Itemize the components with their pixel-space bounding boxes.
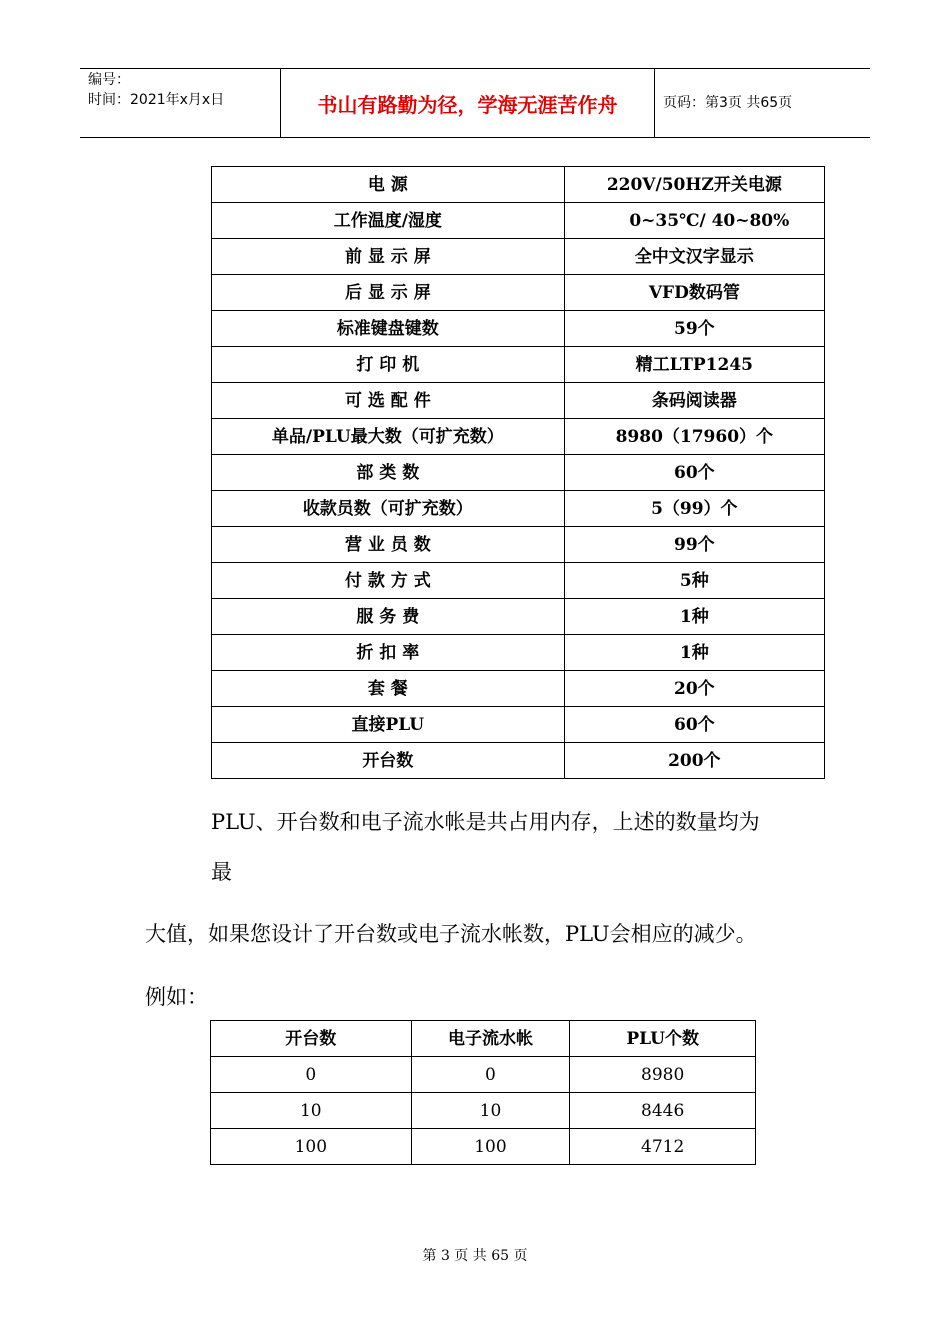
spec-value: 20个 [564,671,824,707]
table-cell: 0 [211,1057,412,1093]
spec-row [212,167,825,203]
table-cell: 10 [411,1093,570,1129]
spec-row [212,419,825,455]
header-page-cell [655,69,870,137]
spec-label: 服 务 费 [212,599,565,635]
serial-number: 编号： [88,72,130,88]
spec-value: 1种 [564,599,824,635]
spec-row [212,527,825,563]
spec-row [212,455,825,491]
table-cell: 0 [411,1057,570,1093]
spec-row [212,203,825,239]
spec-row [212,599,825,635]
spec-row [212,563,825,599]
example-table [210,1020,756,1165]
table-row [211,1057,756,1093]
column-header: PLU个数 [570,1021,756,1057]
spec-value: 200个 [564,743,824,779]
spec-value: 全中文汉字显示 [564,239,824,275]
spec-value: VFD数码管 [564,275,824,311]
table-cell: 10 [211,1093,412,1129]
spec-row [212,239,825,275]
spec-value: 60个 [564,455,824,491]
spec-label: 开台数 [212,743,565,779]
spec-row [212,275,825,311]
spec-row [212,635,825,671]
spec-label: 可 选 配 件 [212,383,565,419]
table-row [211,1093,756,1129]
spec-label: 部 类 数 [212,455,565,491]
spec-value: 99个 [564,527,824,563]
spec-value: 0~35℃/ 40~80% [564,203,824,239]
column-header: 开台数 [211,1021,412,1057]
table-cell: 100 [211,1129,412,1165]
spec-label: 单品/PLU最大数（可扩充数） [212,419,565,455]
spec-row [212,491,825,527]
page-footer: 第 3 页 共 65 页 [422,1248,528,1264]
spec-value: 精工LTP1245 [564,347,824,383]
spec-row [212,707,825,743]
spec-value: 5（99）个 [564,491,824,527]
spec-table [211,166,825,779]
paragraph-example: 例如： [145,985,208,1009]
spec-row [212,347,825,383]
header-meta [80,69,280,137]
spec-label: 标准键盘键数 [212,311,565,347]
table-cell: 4712 [570,1129,756,1165]
spec-label: 套 餐 [212,671,565,707]
spec-value: 59个 [564,311,824,347]
page-info: 页码：第3页 共65页 [663,95,793,111]
spec-row [212,743,825,779]
spec-value: 1种 [564,635,824,671]
spec-value: 条码阅读器 [564,383,824,419]
column-header: 电子流水帐 [411,1021,570,1057]
table-cell: 8446 [570,1093,756,1129]
spec-row [212,671,825,707]
spec-label: 电 源 [212,167,565,203]
spec-row [212,311,825,347]
paragraph-1: PLU、开台数和电子流水帐是共占用内存，上述的数量均为 [211,810,760,834]
spec-label: 付 款 方 式 [212,563,565,599]
table-cell: 100 [411,1129,570,1165]
table-row [211,1129,756,1165]
spec-label: 后 显 示 屏 [212,275,565,311]
paragraph-2: 最 [211,860,232,884]
spec-label: 折 扣 率 [212,635,565,671]
table-cell: 8980 [570,1057,756,1093]
spec-label: 打 印 机 [212,347,565,383]
spec-value: 8980（17960）个 [564,419,824,455]
spec-value: 60个 [564,707,824,743]
spec-label: 前 显 示 屏 [212,239,565,275]
spec-label: 收款员数（可扩充数） [212,491,565,527]
spec-value: 220V/50HZ开关电源 [564,167,824,203]
spec-row [212,383,825,419]
spec-label: 直接PLU [212,707,565,743]
page-header [80,68,870,138]
example-header-row [211,1021,756,1057]
date-label: 时间：2021年x月x日 [88,92,225,108]
motto: 书山有路勤为径，学海无涯苦作舟 [317,93,618,117]
spec-label: 工作温度/湿度 [212,203,565,239]
spec-value: 5种 [564,563,824,599]
paragraph-3: 大值，如果您设计了开台数或电子流水帐数，PLU会相应的减少。 [145,922,757,946]
header-motto-cell [280,69,655,137]
spec-label: 营 业 员 数 [212,527,565,563]
